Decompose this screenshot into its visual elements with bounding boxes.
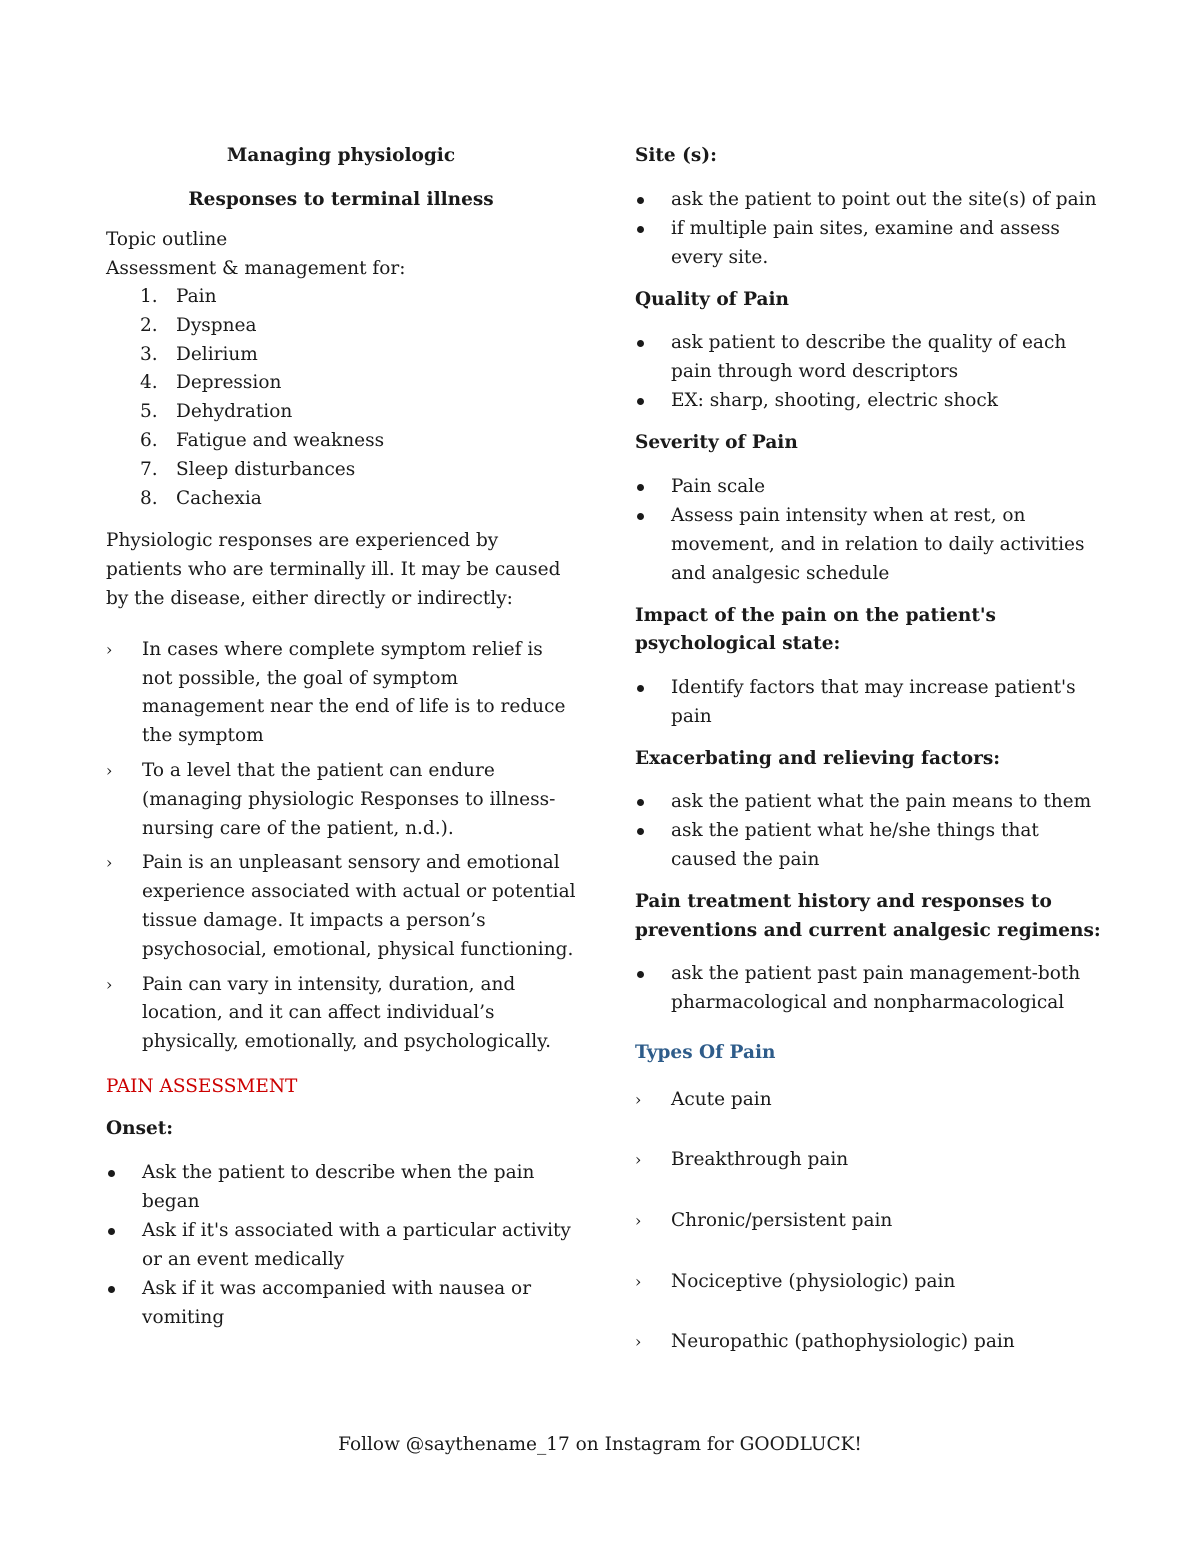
topic-numbered-list [140, 283, 576, 513]
bullet-text: if multiple pain sites, examine and assess every site. [671, 217, 1060, 268]
types-of-pain-list [635, 1086, 1105, 1389]
chevron-right-icon: › [635, 1089, 642, 1109]
right-column [635, 142, 1105, 1389]
bullet-item [635, 214, 1105, 272]
pain-type-item [635, 1146, 1105, 1207]
types-of-pain-heading: Types Of Pain [635, 1042, 776, 1063]
page-footer: Follow @saythename_17 on Instagram for GOODLUCK! [338, 1434, 862, 1455]
bullet-dot-icon [637, 197, 644, 204]
bullet-dot-icon [637, 685, 644, 692]
impact-list [635, 673, 1105, 731]
item-number: 5. [140, 401, 158, 423]
chevron-right-icon: › [106, 853, 113, 873]
intro-paragraph: Physiologic responses are experienced by patients who are terminally ill. It may be caused by the disease, either directly or indirectly: [106, 530, 561, 609]
assessment-intro: Assessment & management for: [106, 257, 406, 279]
bullet-dot-icon [637, 828, 644, 835]
item-text: Sleep disturbances [176, 458, 356, 480]
bullet-text: Pain scale [671, 475, 766, 497]
chevron-right-icon: › [106, 974, 113, 994]
exacerbating-list [635, 787, 1105, 874]
item-text: Dyspnea [176, 314, 257, 336]
bullet-dot-icon [637, 226, 644, 233]
numbered-item [140, 456, 576, 485]
bullet-item [635, 386, 1105, 415]
bullet-item [635, 959, 1105, 1017]
numbered-item [140, 283, 576, 312]
bullet-text: ask the patient what the pain means to them [671, 791, 1092, 812]
item-text: Fatigue and weakness [176, 429, 385, 451]
chevron-right-icon: › [106, 639, 113, 659]
item-text: Delirium [176, 343, 258, 365]
pain-type-text: Chronic/persistent pain [671, 1209, 893, 1231]
bullet-text: ask the patient to point out the site(s) of pain [671, 188, 1097, 210]
numbered-item [140, 341, 576, 370]
chevron-right-icon: › [106, 760, 113, 780]
bullet-text: EX: sharp, shooting, electric shock [671, 390, 998, 411]
numbered-item [140, 398, 576, 427]
bullet-text: ask the patient past pain management-both pharmacological and nonpharmacological [671, 963, 1081, 1013]
bullet-dot-icon [637, 971, 644, 978]
bullet-text: Ask if it's associated with a particular activity or an event medically [142, 1219, 571, 1270]
chevron-item [106, 757, 576, 843]
chevron-item-text: In cases where complete symptom relief is not possible, the goal of symptom management near the end of life is to reduce the symptom [142, 638, 566, 747]
site-heading: Site (s): [635, 145, 717, 166]
chevron-item [106, 971, 576, 1057]
bullet-dot-icon [637, 484, 644, 491]
treatment-list [635, 959, 1105, 1017]
severity-list [635, 472, 1105, 588]
pain-type-item [635, 1207, 1105, 1268]
impact-heading: Impact of the pain on the patient's psychological state: [635, 604, 996, 654]
severity-heading: Severity of Pain [635, 432, 798, 453]
item-text: Depression [176, 372, 282, 394]
numbered-item [140, 485, 576, 514]
numbered-item [140, 312, 576, 341]
bullet-dot-icon [637, 340, 644, 347]
item-text: Dehydration [176, 401, 293, 423]
chevron-item-text: Pain is an unpleasant sensory and emotional experience associated with actual or potential tissue damage. It impacts a person’s psychosocial, emotional, physical functioning. [142, 852, 576, 960]
chevron-item [106, 849, 576, 964]
pain-type-item [635, 1268, 1105, 1329]
bullet-text: Identify factors that may increase patient's pain [671, 676, 1076, 727]
item-number: 2. [140, 314, 158, 336]
pain-type-text: Nociceptive (physiologic) pain [671, 1270, 956, 1292]
treatment-heading: Pain treatment history and responses to preventions and current analgesic regimens: [635, 891, 1101, 941]
item-number: 1. [140, 286, 158, 307]
bullet-text: Ask the patient to describe when the pain began [142, 1161, 535, 1212]
pain-type-item [635, 1086, 1105, 1147]
item-number: 4. [140, 372, 158, 394]
bullet-dot-icon [108, 1228, 115, 1235]
chevron-item [106, 636, 576, 751]
bullet-dot-icon [637, 513, 644, 520]
bullet-item [635, 328, 1105, 386]
item-number: 3. [140, 343, 158, 365]
chevron-item-text: To a level that the patient can endure (managing physiologic Responses to illness-nursing care of the patient, n.d.). [142, 759, 556, 839]
onset-heading: Onset: [106, 1118, 174, 1140]
item-number: 8. [140, 487, 158, 509]
pain-type-text: Acute pain [671, 1088, 772, 1110]
bullet-item [106, 1274, 576, 1332]
numbered-item [140, 427, 576, 456]
quality-heading: Quality of Pain [635, 288, 789, 310]
bullet-dot-icon [108, 1286, 115, 1293]
bullet-item [635, 787, 1105, 816]
chevron-right-icon: › [635, 1210, 642, 1230]
item-text: Cachexia [176, 487, 262, 509]
bullet-dot-icon [637, 799, 644, 806]
pain-type-text: Neuropathic (pathophysiologic) pain [671, 1331, 1015, 1353]
bullet-item [106, 1216, 576, 1274]
bullet-item [106, 1158, 576, 1216]
bullet-item [635, 185, 1105, 214]
exacerbating-heading: Exacerbating and relieving factors: [635, 747, 1001, 769]
topic-outline-label: Topic outline [106, 229, 228, 250]
item-number: 7. [140, 458, 158, 480]
bullet-item [635, 472, 1105, 501]
bullet-text: ask the patient what he/she things that caused the pain [671, 820, 1039, 870]
bullet-text: ask patient to describe the quality of each pain through word descriptors [671, 332, 1067, 382]
onset-list [106, 1158, 576, 1332]
bullet-dot-icon [637, 398, 644, 405]
pain-type-text: Breakthrough pain [671, 1149, 849, 1171]
chevron-right-icon: › [635, 1332, 642, 1352]
item-number: 6. [140, 429, 158, 451]
bullet-dot-icon [108, 1170, 115, 1177]
chevron-list [106, 636, 576, 1057]
site-list [635, 185, 1105, 272]
chevron-right-icon: › [635, 1150, 642, 1170]
quality-list [635, 328, 1105, 415]
bullet-text: Ask if it was accompanied with nausea or vomiting [142, 1277, 532, 1328]
chevron-right-icon: › [635, 1271, 642, 1291]
chevron-item-text: Pain can vary in intensity, duration, and location, and it can affect individual’s physically, emotionally, and psychologically. [142, 973, 552, 1053]
pain-type-item [635, 1328, 1105, 1389]
doc-title-line2: Responses to terminal illness [188, 189, 494, 210]
numbered-item [140, 369, 576, 398]
pain-assessment-heading: PAIN ASSESSMENT [106, 1075, 298, 1097]
left-column [106, 142, 576, 1346]
bullet-item [635, 673, 1105, 731]
item-text: Pain [176, 286, 217, 307]
bullet-item [635, 501, 1105, 588]
bullet-item [635, 816, 1105, 874]
bullet-text: Assess pain intensity when at rest, on movement, and in relation to daily activities and analgesic schedule [671, 504, 1085, 584]
doc-title-line1: Managing physiologic [226, 145, 456, 166]
